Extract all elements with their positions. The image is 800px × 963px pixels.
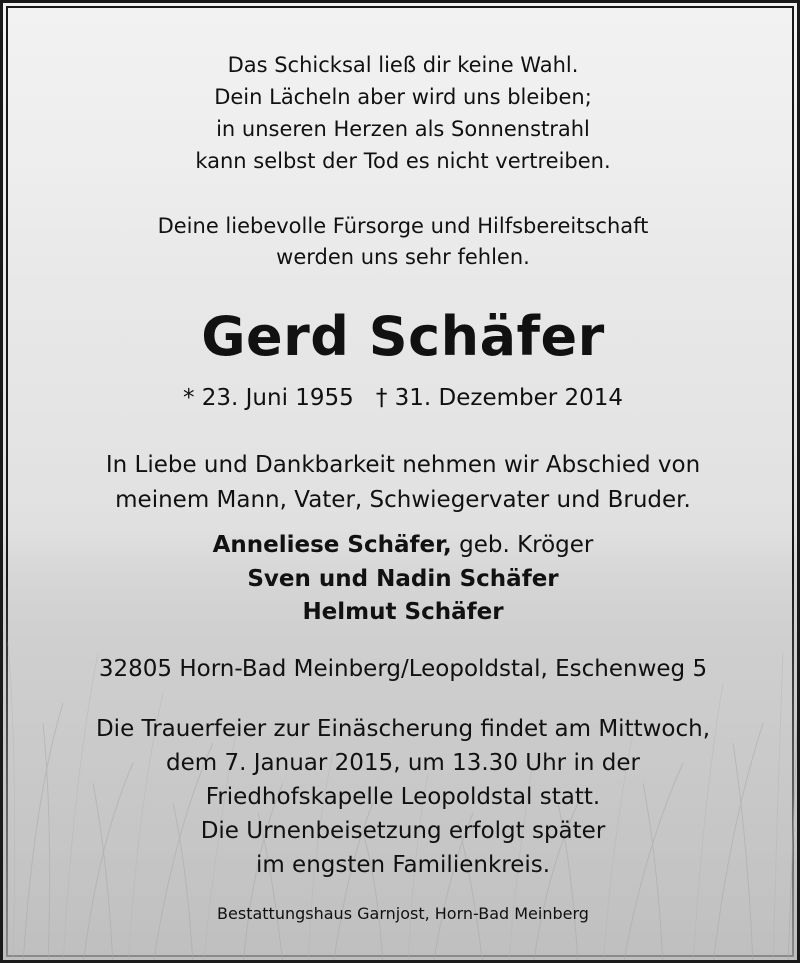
deceased-name: Gerd Schäfer: [201, 305, 605, 368]
tribute-line: werden uns sehr fehlen.: [276, 245, 530, 269]
poem-line: Das Schicksal ließ dir keine Wahl.: [227, 53, 579, 77]
mourner-children: Sven und Nadin Schäfer: [247, 566, 559, 592]
funeral-home: Bestattungshaus Garnjost, Horn-Bad Meinberg: [217, 904, 589, 923]
ceremony-line: im engsten Familienkreis.: [255, 852, 551, 878]
ceremony-line: Die Urnenbeisetzung erfolgt später: [200, 818, 606, 844]
poem-line: Dein Lächeln aber wird uns bleiben;: [214, 85, 592, 109]
poem-line: in unseren Herzen als Sonnenstrahl: [216, 117, 590, 141]
birth-date: * 23. Juni 1955: [182, 385, 354, 411]
ceremony-line: Friedhofskapelle Leopoldstal statt.: [205, 784, 601, 810]
family-address: 32805 Horn-Bad Meinberg/Leopoldstal, Eschenweg 5: [98, 656, 708, 682]
mourner-wife-name: Anneliese Schäfer,: [212, 532, 452, 558]
tribute-line: Deine liebevolle Fürsorge und Hilfsbereitschaft: [157, 214, 649, 238]
farewell-line: meinem Mann, Vater, Schwiegervater und Bruder.: [115, 487, 691, 513]
farewell-line: In Liebe und Dankbarkeit nehmen wir Abschied von: [105, 452, 701, 478]
ceremony-line: Die Trauerfeier zur Einäscherung findet am Mittwoch,: [95, 716, 711, 742]
poem-line: kann selbst der Tod es nicht vertreiben.: [195, 149, 611, 173]
mourner-wife: [3, 532, 800, 558]
life-dates: [3, 385, 800, 411]
mourner-wife-maiden: geb. Kröger: [459, 532, 594, 558]
death-date: † 31. Dezember 2014: [375, 385, 624, 411]
mourner-brother: Helmut Schäfer: [302, 599, 504, 625]
ceremony-line: dem 7. Januar 2015, um 13.30 Uhr in der: [166, 750, 640, 776]
